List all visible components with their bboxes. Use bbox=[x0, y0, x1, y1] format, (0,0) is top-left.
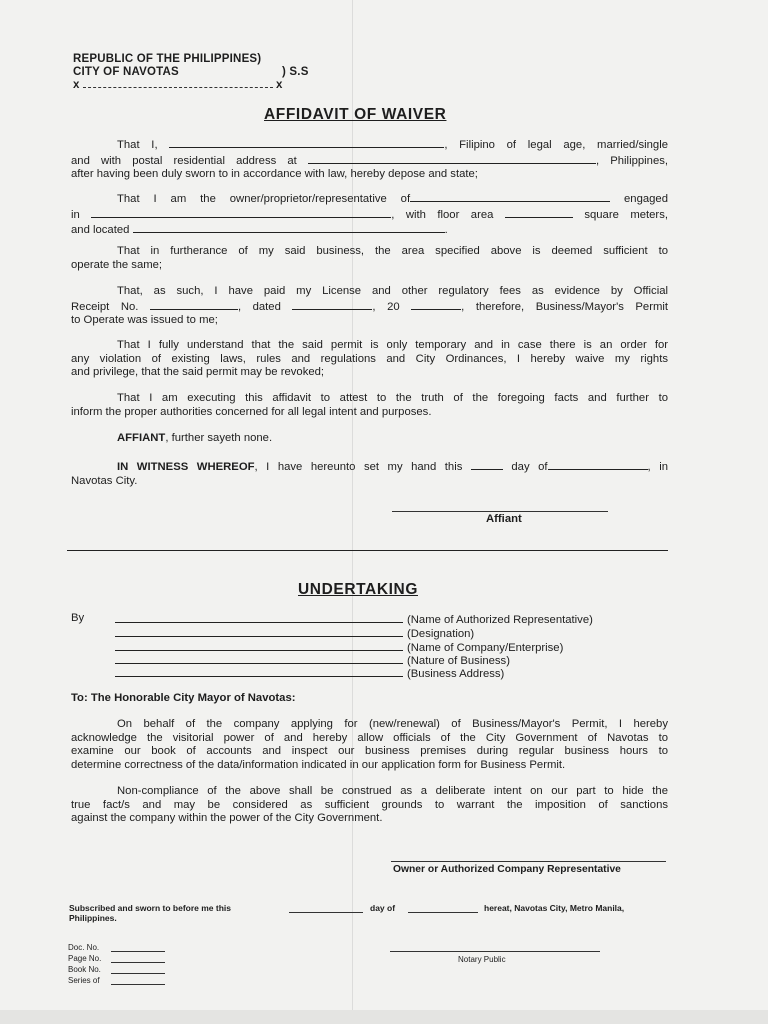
jurat-month-blank bbox=[408, 912, 478, 913]
by-field-nature bbox=[115, 653, 510, 667]
jurat-philippines: Philippines. bbox=[69, 913, 117, 923]
floor-area-blank bbox=[505, 207, 573, 218]
paragraph-line: inform the proper authorities concerned for all legal intent and purposes. bbox=[71, 405, 432, 418]
text-philippines: , Philippines, bbox=[595, 154, 668, 167]
paragraph-line bbox=[71, 299, 668, 315]
affidavit-paragraph-7 bbox=[71, 432, 668, 446]
book-no-label: Book No. bbox=[68, 965, 101, 974]
text-sayeth: , further sayeth none. bbox=[165, 432, 273, 444]
page-no-blank bbox=[111, 962, 165, 963]
paragraph-line bbox=[71, 191, 668, 207]
affiant-name-blank bbox=[169, 137, 444, 148]
affidavit-paragraph-2 bbox=[71, 191, 668, 238]
text-address-label: and with postal residential address at bbox=[71, 154, 297, 167]
field-label: (Business Address) bbox=[407, 668, 505, 680]
paragraph-line bbox=[71, 153, 668, 169]
paragraph-line bbox=[71, 207, 668, 223]
header-x-right: x bbox=[276, 79, 283, 91]
affidavit-paragraph-1 bbox=[71, 137, 668, 182]
affidavit-paragraph-8 bbox=[71, 459, 668, 488]
business-name-blank bbox=[410, 191, 610, 202]
series-of-blank bbox=[111, 984, 165, 985]
day-blank bbox=[471, 459, 503, 470]
jurat-day-of: day of bbox=[370, 903, 396, 913]
paragraph-line: That I fully understand that the said permit is only temporary and in case there is an order for bbox=[117, 339, 668, 351]
text-witness-whereof: IN WITNESS WHEREOF bbox=[117, 461, 255, 473]
field-blank bbox=[115, 666, 403, 677]
by-field-company bbox=[115, 640, 563, 654]
field-label: (Name of Authorized Representative) bbox=[407, 614, 593, 626]
text-hereunto: , I have hereunto set my hand this bbox=[254, 461, 463, 473]
paragraph-line: That, as such, I have paid my License and other regulatory fees as evidence by Official bbox=[117, 285, 668, 297]
address-blank bbox=[308, 153, 596, 164]
field-blank bbox=[115, 626, 403, 637]
affidavit-paragraph-5 bbox=[71, 339, 668, 380]
header-republic: REPUBLIC OF THE PHILIPPINES) bbox=[73, 53, 262, 65]
field-label: (Designation) bbox=[407, 628, 475, 640]
text-floor-area: , with floor area bbox=[391, 208, 494, 221]
paragraph-line bbox=[71, 222, 668, 238]
paragraph-line: acknowledge the visitorial power of and hereby allow officials of the City Government of Navotas to bbox=[71, 731, 668, 744]
owner-signature-line bbox=[391, 861, 666, 862]
header-ss: ) S.S bbox=[282, 66, 309, 78]
header-dashed-line bbox=[83, 87, 273, 88]
text-owner-of: That I am the owner/proprietor/representative of bbox=[117, 193, 411, 205]
text-therefore: , therefore, Business/Mayor's Permit bbox=[461, 300, 668, 313]
text-filipino: , Filipino of legal age, married/single bbox=[444, 139, 668, 151]
paragraph-line: against the company within the power of the City Government. bbox=[71, 812, 383, 825]
book-no-blank bbox=[111, 973, 165, 974]
jurat-subscribed: Subscribed and sworn to before me this bbox=[69, 903, 231, 913]
paragraph-line bbox=[71, 459, 668, 475]
year-blank bbox=[411, 299, 461, 310]
salutation: To: The Honorable City Mayor of Navotas: bbox=[71, 692, 296, 704]
by-label: By bbox=[71, 612, 85, 624]
affidavit-title: AFFIDAVIT OF WAIVER bbox=[264, 106, 447, 123]
receipt-no-blank bbox=[150, 299, 238, 310]
paragraph-line bbox=[71, 432, 668, 446]
paragraph-line: On behalf of the company applying for (new/renewal) of Business/Mayor's Permit, I hereby bbox=[117, 718, 668, 730]
business-line-blank bbox=[91, 207, 391, 218]
text-period: . bbox=[444, 224, 448, 237]
paragraph-line: Non-compliance of the above shall be construed as a deliberate intent on our part to hide the bbox=[117, 785, 668, 797]
field-blank bbox=[115, 640, 403, 651]
affidavit-paragraph-3 bbox=[71, 245, 668, 272]
undertaking-paragraph-2 bbox=[71, 785, 668, 826]
page-no-label: Page No. bbox=[68, 954, 102, 963]
text-engaged: engaged bbox=[624, 193, 668, 205]
date-blank bbox=[292, 299, 372, 310]
text-in: in bbox=[71, 208, 80, 221]
notary-signature-line bbox=[390, 951, 600, 952]
text-located: and located bbox=[71, 224, 130, 237]
affidavit-paragraph-6 bbox=[71, 392, 668, 419]
affiant-label: Affiant bbox=[486, 513, 522, 525]
undertaking-paragraph-1 bbox=[71, 718, 668, 772]
paragraph-line: determine correctness of the data/information indicated in our application form for Business Permit. bbox=[71, 758, 566, 771]
text-sworn: after having been duly sworn to in accordance with law, hereby depose and state; bbox=[71, 168, 478, 181]
text-dated: , dated bbox=[237, 300, 281, 313]
text-affiant-bold: AFFIANT bbox=[117, 432, 166, 444]
affidavit-paragraph-4 bbox=[71, 285, 668, 328]
text-day-of: day of bbox=[511, 461, 548, 473]
by-field-representative bbox=[115, 612, 593, 626]
header-city: CITY OF NAVOTAS bbox=[73, 66, 179, 78]
field-blank bbox=[115, 612, 403, 623]
header-x-left: x bbox=[73, 79, 80, 91]
text-square-meters: square meters, bbox=[584, 208, 668, 221]
doc-no-label: Doc. No. bbox=[68, 943, 100, 952]
text-that-i: That I, bbox=[117, 139, 158, 151]
month-blank bbox=[548, 459, 648, 470]
paragraph-line: to Operate was issued to me; bbox=[71, 314, 218, 327]
affiant-signature-line bbox=[392, 511, 608, 512]
location-blank bbox=[133, 222, 445, 233]
by-field-designation bbox=[115, 626, 474, 640]
jurat-hereat: hereat, Navotas City, Metro Manila, bbox=[484, 903, 625, 913]
doc-no-blank bbox=[111, 951, 165, 952]
text-receipt-no: Receipt No. bbox=[71, 300, 139, 313]
undertaking-title: UNDERTAKING bbox=[298, 581, 418, 598]
jurat-day-blank bbox=[289, 912, 363, 913]
paragraph-line: true fact/s and may be considered as sufficient grounds to warrant the imposition of sanctions bbox=[71, 798, 668, 811]
field-label: (Name of Company/Enterprise) bbox=[407, 642, 564, 654]
series-of-label: Series of bbox=[68, 976, 100, 985]
text-year-prefix: , 20 bbox=[372, 300, 400, 313]
field-blank bbox=[115, 653, 403, 664]
paragraph-line: any violation of existing laws, rules and regulations and City Ordinances, I hereby waive my rights bbox=[71, 352, 668, 365]
owner-signatory-label: Owner or Authorized Company Representative bbox=[393, 864, 621, 875]
text-in-2: , in bbox=[647, 461, 668, 473]
paragraph-line: and privilege, that the said permit may be revoked; bbox=[71, 366, 325, 379]
paragraph-line bbox=[71, 137, 668, 153]
paragraph-line: That in furtherance of my said business, the area specified above is deemed sufficient to bbox=[117, 245, 668, 257]
section-divider bbox=[67, 550, 668, 551]
paragraph-line: Navotas City. bbox=[71, 474, 138, 487]
paragraph-line: operate the same; bbox=[71, 258, 163, 271]
paragraph-line bbox=[71, 168, 668, 182]
paragraph-line: That I am executing this affidavit to attest to the truth of the foregoing facts and further to bbox=[117, 392, 668, 404]
paragraph-line: examine our book of accounts and inspect our business premises during regular business hours to bbox=[71, 745, 668, 758]
page-bottom-edge bbox=[0, 1010, 768, 1024]
field-label: (Nature of Business) bbox=[407, 655, 510, 667]
by-field-address bbox=[115, 666, 504, 680]
notary-label: Notary Public bbox=[458, 955, 506, 964]
